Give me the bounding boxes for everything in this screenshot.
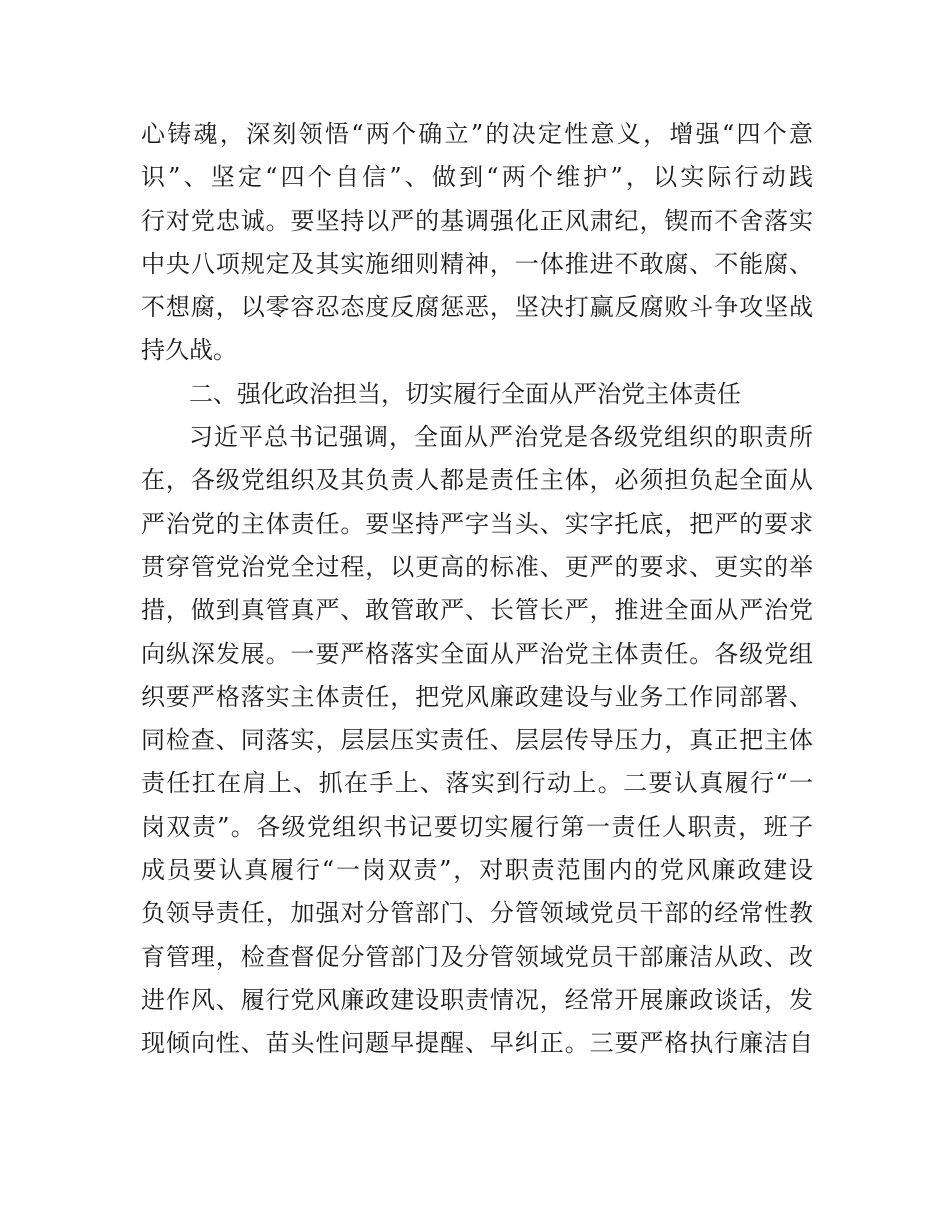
text-line: 习近平总书记强调，全面从严治党是各级党组织的职责所 — [189, 423, 813, 452]
text-line: 岗双责”。各级党组织书记要切实履行第一责任人职责，班子 — [141, 812, 813, 841]
text-line: 育管理，检查督促分管部门及分管领域党员干部廉洁从政、改 — [141, 942, 813, 971]
text-line: 同检查、同落实，层层压实责任、层层传导压力，真正把主体 — [141, 726, 813, 755]
text-line: 严治党的主体责任。要坚持严字当头、实字托底，把严的要求 — [141, 509, 813, 538]
text-line: 不想腐，以零容忍态度反腐惩恶，坚决打赢反腐败斗争攻坚战 — [141, 293, 813, 322]
text-line: 在，各级党组织及其负责人都是责任主体，必须担负起全面从 — [141, 466, 813, 495]
text-line: 措，做到真管真严、敢管敢严、长管长严，推进全面从严治党 — [141, 596, 813, 625]
text-line: 现倾向性、苗头性问题早提醒、早纠正。三要严格执行廉洁自 — [141, 1029, 813, 1058]
text-line: 负领导责任，加强对分管部门、分管领域党员干部的经常性教 — [141, 899, 813, 928]
section-heading: 二、强化政治担当，切实履行全面从严治党主体责任 — [189, 379, 741, 408]
text-line: 责任扛在肩上、抓在手上、落实到行动上。二要认真履行“一 — [141, 769, 813, 798]
text-line: 成员要认真履行“一岗双责”，对职责范围内的党风廉政建设 — [141, 856, 813, 885]
document-body — [141, 113, 813, 1066]
text-line: 中央八项规定及其实施细则精神，一体推进不敢腐、不能腐、 — [141, 249, 813, 278]
text-line: 持久战。 — [141, 336, 237, 365]
text-line: 向纵深发展。一要严格落实全面从严治党主体责任。各级党组 — [141, 639, 813, 668]
text-line: 进作风、履行党风廉政建设职责情况，经常开展廉政谈话，发 — [141, 985, 813, 1014]
text-line: 贯穿管党治党全过程，以更高的标准、更严的要求、更实的举 — [141, 552, 813, 581]
text-line: 行对党忠诚。要坚持以严的基调强化正风肃纪，锲而不舍落实 — [141, 206, 813, 235]
text-line: 织要严格落实主体责任，把党风廉政建设与业务工作同部署、 — [141, 682, 813, 711]
text-line: 心铸魂，深刻领悟“两个确立”的决定性意义，增强“四个意 — [141, 120, 813, 148]
text-line: 识”、坚定“四个自信”、做到“两个维护”，以实际行动践 — [141, 163, 813, 192]
